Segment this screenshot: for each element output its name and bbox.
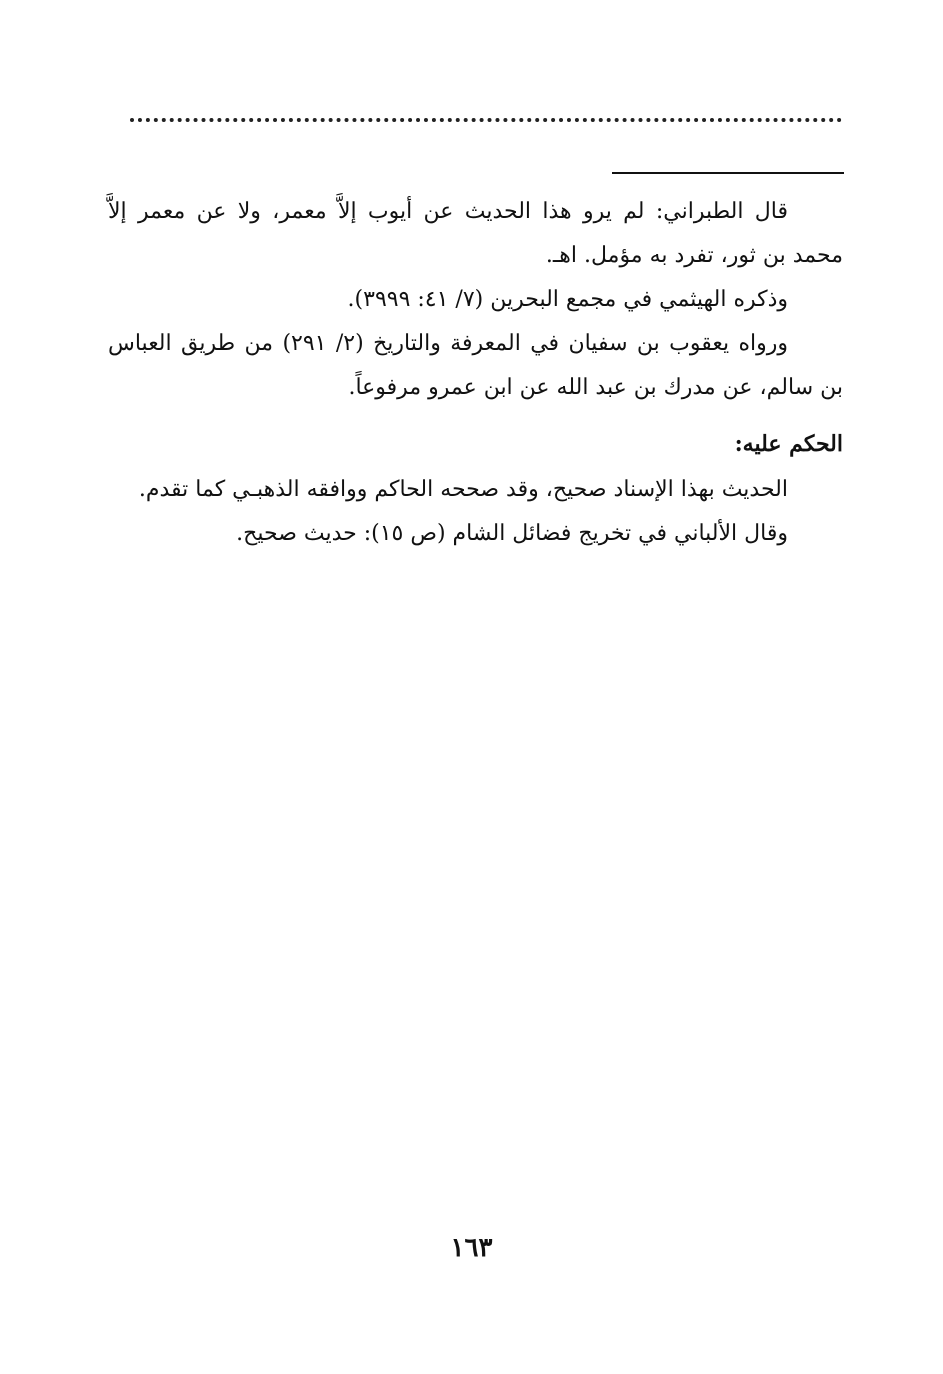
dotted-separator [130,118,842,122]
footnote-separator-line [612,172,844,174]
ruling-block [108,468,843,556]
footnote-tabarani: قال الطبراني: لم يرو هذا الحديث عن أيوب إلاَّ معمر، ولا عن معمر إلاَّ محمد بن ثور، تفرد به مؤمل. اهـ. [108,199,843,268]
page-number: ١٦٣ [450,1233,493,1263]
ruling-sahih: الحديث بهذا الإسناد صحيح، وقد صححه الحاكم ووافقه الذهبـي كما تقدم. [138,477,788,502]
footnote-haythami: وذكره الهيثمي في مجمع البحرين (٧/ ٤١: ٣٩٩٩). [347,287,788,312]
ruling-albani: وقال الألباني في تخريج فضائل الشام (ص ١٥): حديث صحيح. [236,521,788,546]
footnote-block [108,190,843,410]
footnote-yaqub: ورواه يعقوب بن سفيان في المعرفة والتاريخ (٢/ ٢٩١) من طريق العباس بن سالم، عن مدرك بن عبد الله عن ابن عمرو مرفوعاً. [108,331,843,400]
ruling-heading: الحكم عليه: [734,431,843,457]
